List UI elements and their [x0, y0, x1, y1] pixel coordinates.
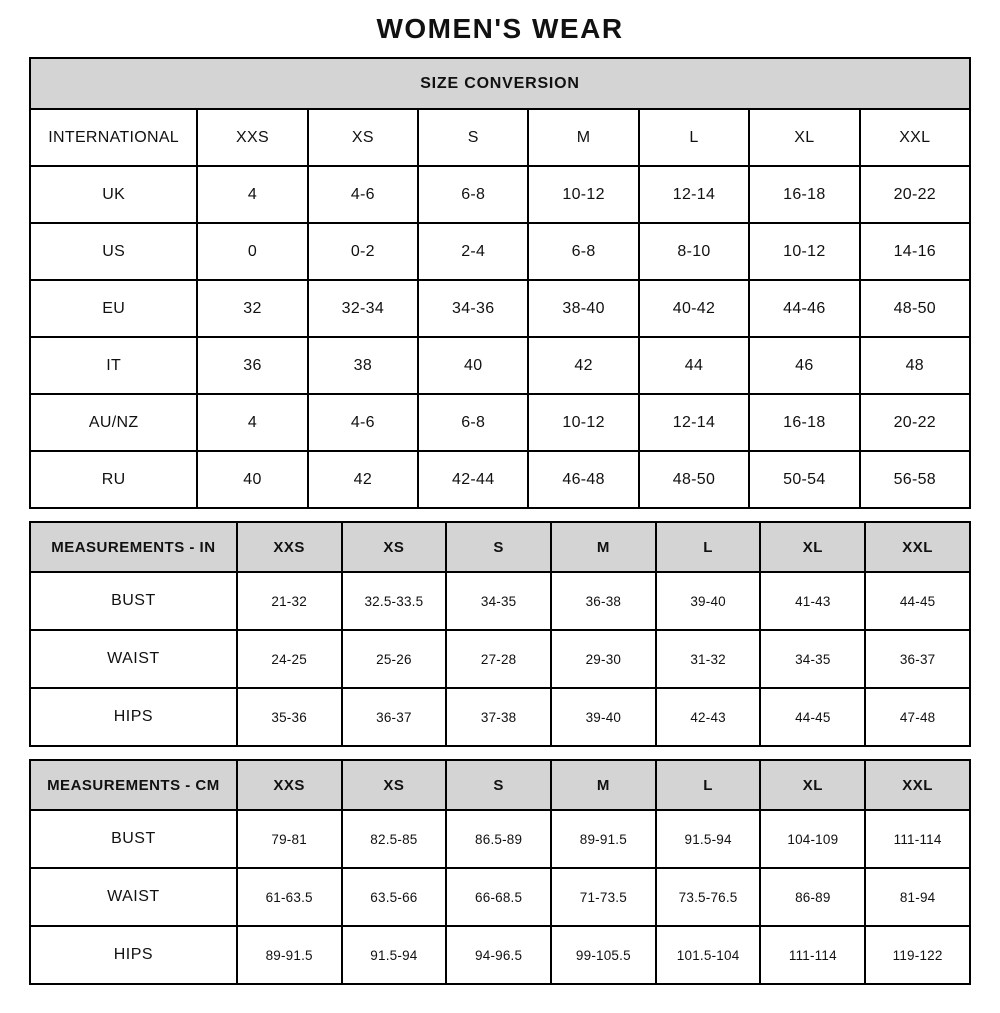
table-row-hips-in — [30, 688, 970, 746]
column-header: XL — [749, 109, 859, 166]
column-header: M — [528, 109, 638, 166]
row-label: WAIST — [30, 868, 237, 926]
row-label: BUST — [30, 810, 237, 868]
measure-cell: 47-48 — [865, 688, 970, 746]
measure-cell: 111-114 — [760, 926, 865, 984]
row-label: UK — [30, 166, 197, 223]
size-cell: 48-50 — [860, 280, 970, 337]
table-row-ru — [30, 451, 970, 508]
column-header: S — [446, 522, 551, 572]
size-cell: 40-42 — [639, 280, 749, 337]
size-cell: 6-8 — [528, 223, 638, 280]
column-header-row — [30, 109, 970, 166]
measure-cell: 39-40 — [551, 688, 656, 746]
size-cell: 48 — [860, 337, 970, 394]
table-row-hips-cm — [30, 926, 970, 984]
measure-cell: 111-114 — [865, 810, 970, 868]
table-row-aunz — [30, 394, 970, 451]
row-label: IT — [30, 337, 197, 394]
column-header: S — [446, 760, 551, 810]
column-header: XL — [760, 522, 865, 572]
measure-cell: 32.5-33.5 — [342, 572, 447, 630]
size-conversion-banner-row — [30, 58, 970, 109]
row-label: HIPS — [30, 926, 237, 984]
column-header: L — [639, 109, 749, 166]
measure-cell: 73.5-76.5 — [656, 868, 761, 926]
page-title: WOMEN'S WEAR — [376, 13, 624, 44]
table-row-waist-in — [30, 630, 970, 688]
size-cell: 50-54 — [749, 451, 859, 508]
size-cell: 44 — [639, 337, 749, 394]
size-cell: 20-22 — [860, 166, 970, 223]
measure-cell: 25-26 — [342, 630, 447, 688]
row-label: EU — [30, 280, 197, 337]
column-header: XXL — [865, 760, 970, 810]
size-cell: 48-50 — [639, 451, 749, 508]
measurements-cm-table — [29, 759, 971, 985]
measure-cell: 89-91.5 — [237, 926, 342, 984]
measurements-in-table — [29, 521, 971, 747]
size-conversion-table — [29, 57, 971, 509]
measure-cell: 86.5-89 — [446, 810, 551, 868]
size-cell: 32 — [197, 280, 307, 337]
size-cell: 38 — [308, 337, 418, 394]
measure-cell: 35-36 — [237, 688, 342, 746]
measure-cell: 81-94 — [865, 868, 970, 926]
measure-cell: 34-35 — [446, 572, 551, 630]
size-cell: 0-2 — [308, 223, 418, 280]
size-cell: 14-16 — [860, 223, 970, 280]
size-cell: 38-40 — [528, 280, 638, 337]
measure-cell: 27-28 — [446, 630, 551, 688]
measure-cell: 91.5-94 — [342, 926, 447, 984]
size-cell: 10-12 — [528, 166, 638, 223]
column-header: XXS — [237, 760, 342, 810]
size-cell: 40 — [418, 337, 528, 394]
measure-cell: 61-63.5 — [237, 868, 342, 926]
size-cell: 6-8 — [418, 394, 528, 451]
row-label: US — [30, 223, 197, 280]
column-header: XXL — [865, 522, 970, 572]
measure-cell: 39-40 — [656, 572, 761, 630]
column-header: XS — [308, 109, 418, 166]
column-header: XS — [342, 760, 447, 810]
size-cell: 46 — [749, 337, 859, 394]
measure-cell: 82.5-85 — [342, 810, 447, 868]
column-header: XXS — [237, 522, 342, 572]
row-label: AU/NZ — [30, 394, 197, 451]
column-header: INTERNATIONAL — [30, 109, 197, 166]
size-cell: 16-18 — [749, 394, 859, 451]
column-header: M — [551, 522, 656, 572]
measure-cell: 31-32 — [656, 630, 761, 688]
size-chart-page — [0, 13, 1000, 985]
measure-cell: 89-91.5 — [551, 810, 656, 868]
size-cell: 4-6 — [308, 166, 418, 223]
size-cell: 4 — [197, 394, 307, 451]
size-cell: 4-6 — [308, 394, 418, 451]
column-header: L — [656, 760, 761, 810]
measure-cell: 36-38 — [551, 572, 656, 630]
size-cell: 12-14 — [639, 166, 749, 223]
measure-cell: 91.5-94 — [656, 810, 761, 868]
measure-cell: 29-30 — [551, 630, 656, 688]
column-header: S — [418, 109, 528, 166]
column-header: XXS — [197, 109, 307, 166]
size-cell: 42-44 — [418, 451, 528, 508]
size-cell: 40 — [197, 451, 307, 508]
column-header: L — [656, 522, 761, 572]
row-label: RU — [30, 451, 197, 508]
table-row-eu — [30, 280, 970, 337]
measurements-in-header-row — [30, 522, 970, 572]
measure-cell: 79-81 — [237, 810, 342, 868]
size-cell: 56-58 — [860, 451, 970, 508]
column-header: XL — [760, 760, 865, 810]
table-row-it — [30, 337, 970, 394]
size-cell: 20-22 — [860, 394, 970, 451]
measure-cell: 36-37 — [342, 688, 447, 746]
measure-cell: 36-37 — [865, 630, 970, 688]
size-cell: 8-10 — [639, 223, 749, 280]
measurements-cm-header-row — [30, 760, 970, 810]
size-cell: 2-4 — [418, 223, 528, 280]
size-cell: 4 — [197, 166, 307, 223]
measure-cell: 104-109 — [760, 810, 865, 868]
size-cell: 34-36 — [418, 280, 528, 337]
measure-cell: 66-68.5 — [446, 868, 551, 926]
measure-cell: 86-89 — [760, 868, 865, 926]
measure-cell: 99-105.5 — [551, 926, 656, 984]
measurements-cm-header: MEASUREMENTS - CM — [30, 760, 237, 810]
measure-cell: 44-45 — [865, 572, 970, 630]
size-cell: 46-48 — [528, 451, 638, 508]
size-cell: 42 — [308, 451, 418, 508]
row-label: HIPS — [30, 688, 237, 746]
column-header: M — [551, 760, 656, 810]
table-row-uk — [30, 166, 970, 223]
size-cell: 6-8 — [418, 166, 528, 223]
size-cell: 32-34 — [308, 280, 418, 337]
size-cell: 42 — [528, 337, 638, 394]
table-row-bust-cm — [30, 810, 970, 868]
size-cell: 10-12 — [528, 394, 638, 451]
measure-cell: 71-73.5 — [551, 868, 656, 926]
size-conversion-banner: SIZE CONVERSION — [30, 58, 970, 109]
measurements-in-header: MEASUREMENTS - IN — [30, 522, 237, 572]
column-header: XS — [342, 522, 447, 572]
measure-cell: 24-25 — [237, 630, 342, 688]
row-label: BUST — [30, 572, 237, 630]
measure-cell: 101.5-104 — [656, 926, 761, 984]
measure-cell: 94-96.5 — [446, 926, 551, 984]
size-cell: 12-14 — [639, 394, 749, 451]
row-label: WAIST — [30, 630, 237, 688]
size-cell: 36 — [197, 337, 307, 394]
measure-cell: 34-35 — [760, 630, 865, 688]
table-row-waist-cm — [30, 868, 970, 926]
measure-cell: 41-43 — [760, 572, 865, 630]
measure-cell: 63.5-66 — [342, 868, 447, 926]
size-cell: 16-18 — [749, 166, 859, 223]
measure-cell: 44-45 — [760, 688, 865, 746]
size-cell: 10-12 — [749, 223, 859, 280]
measure-cell: 37-38 — [446, 688, 551, 746]
measure-cell: 21-32 — [237, 572, 342, 630]
measure-cell: 42-43 — [656, 688, 761, 746]
column-header: XXL — [860, 109, 970, 166]
table-row-us — [30, 223, 970, 280]
size-cell: 44-46 — [749, 280, 859, 337]
table-row-bust-in — [30, 572, 970, 630]
measure-cell: 119-122 — [865, 926, 970, 984]
size-cell: 0 — [197, 223, 307, 280]
